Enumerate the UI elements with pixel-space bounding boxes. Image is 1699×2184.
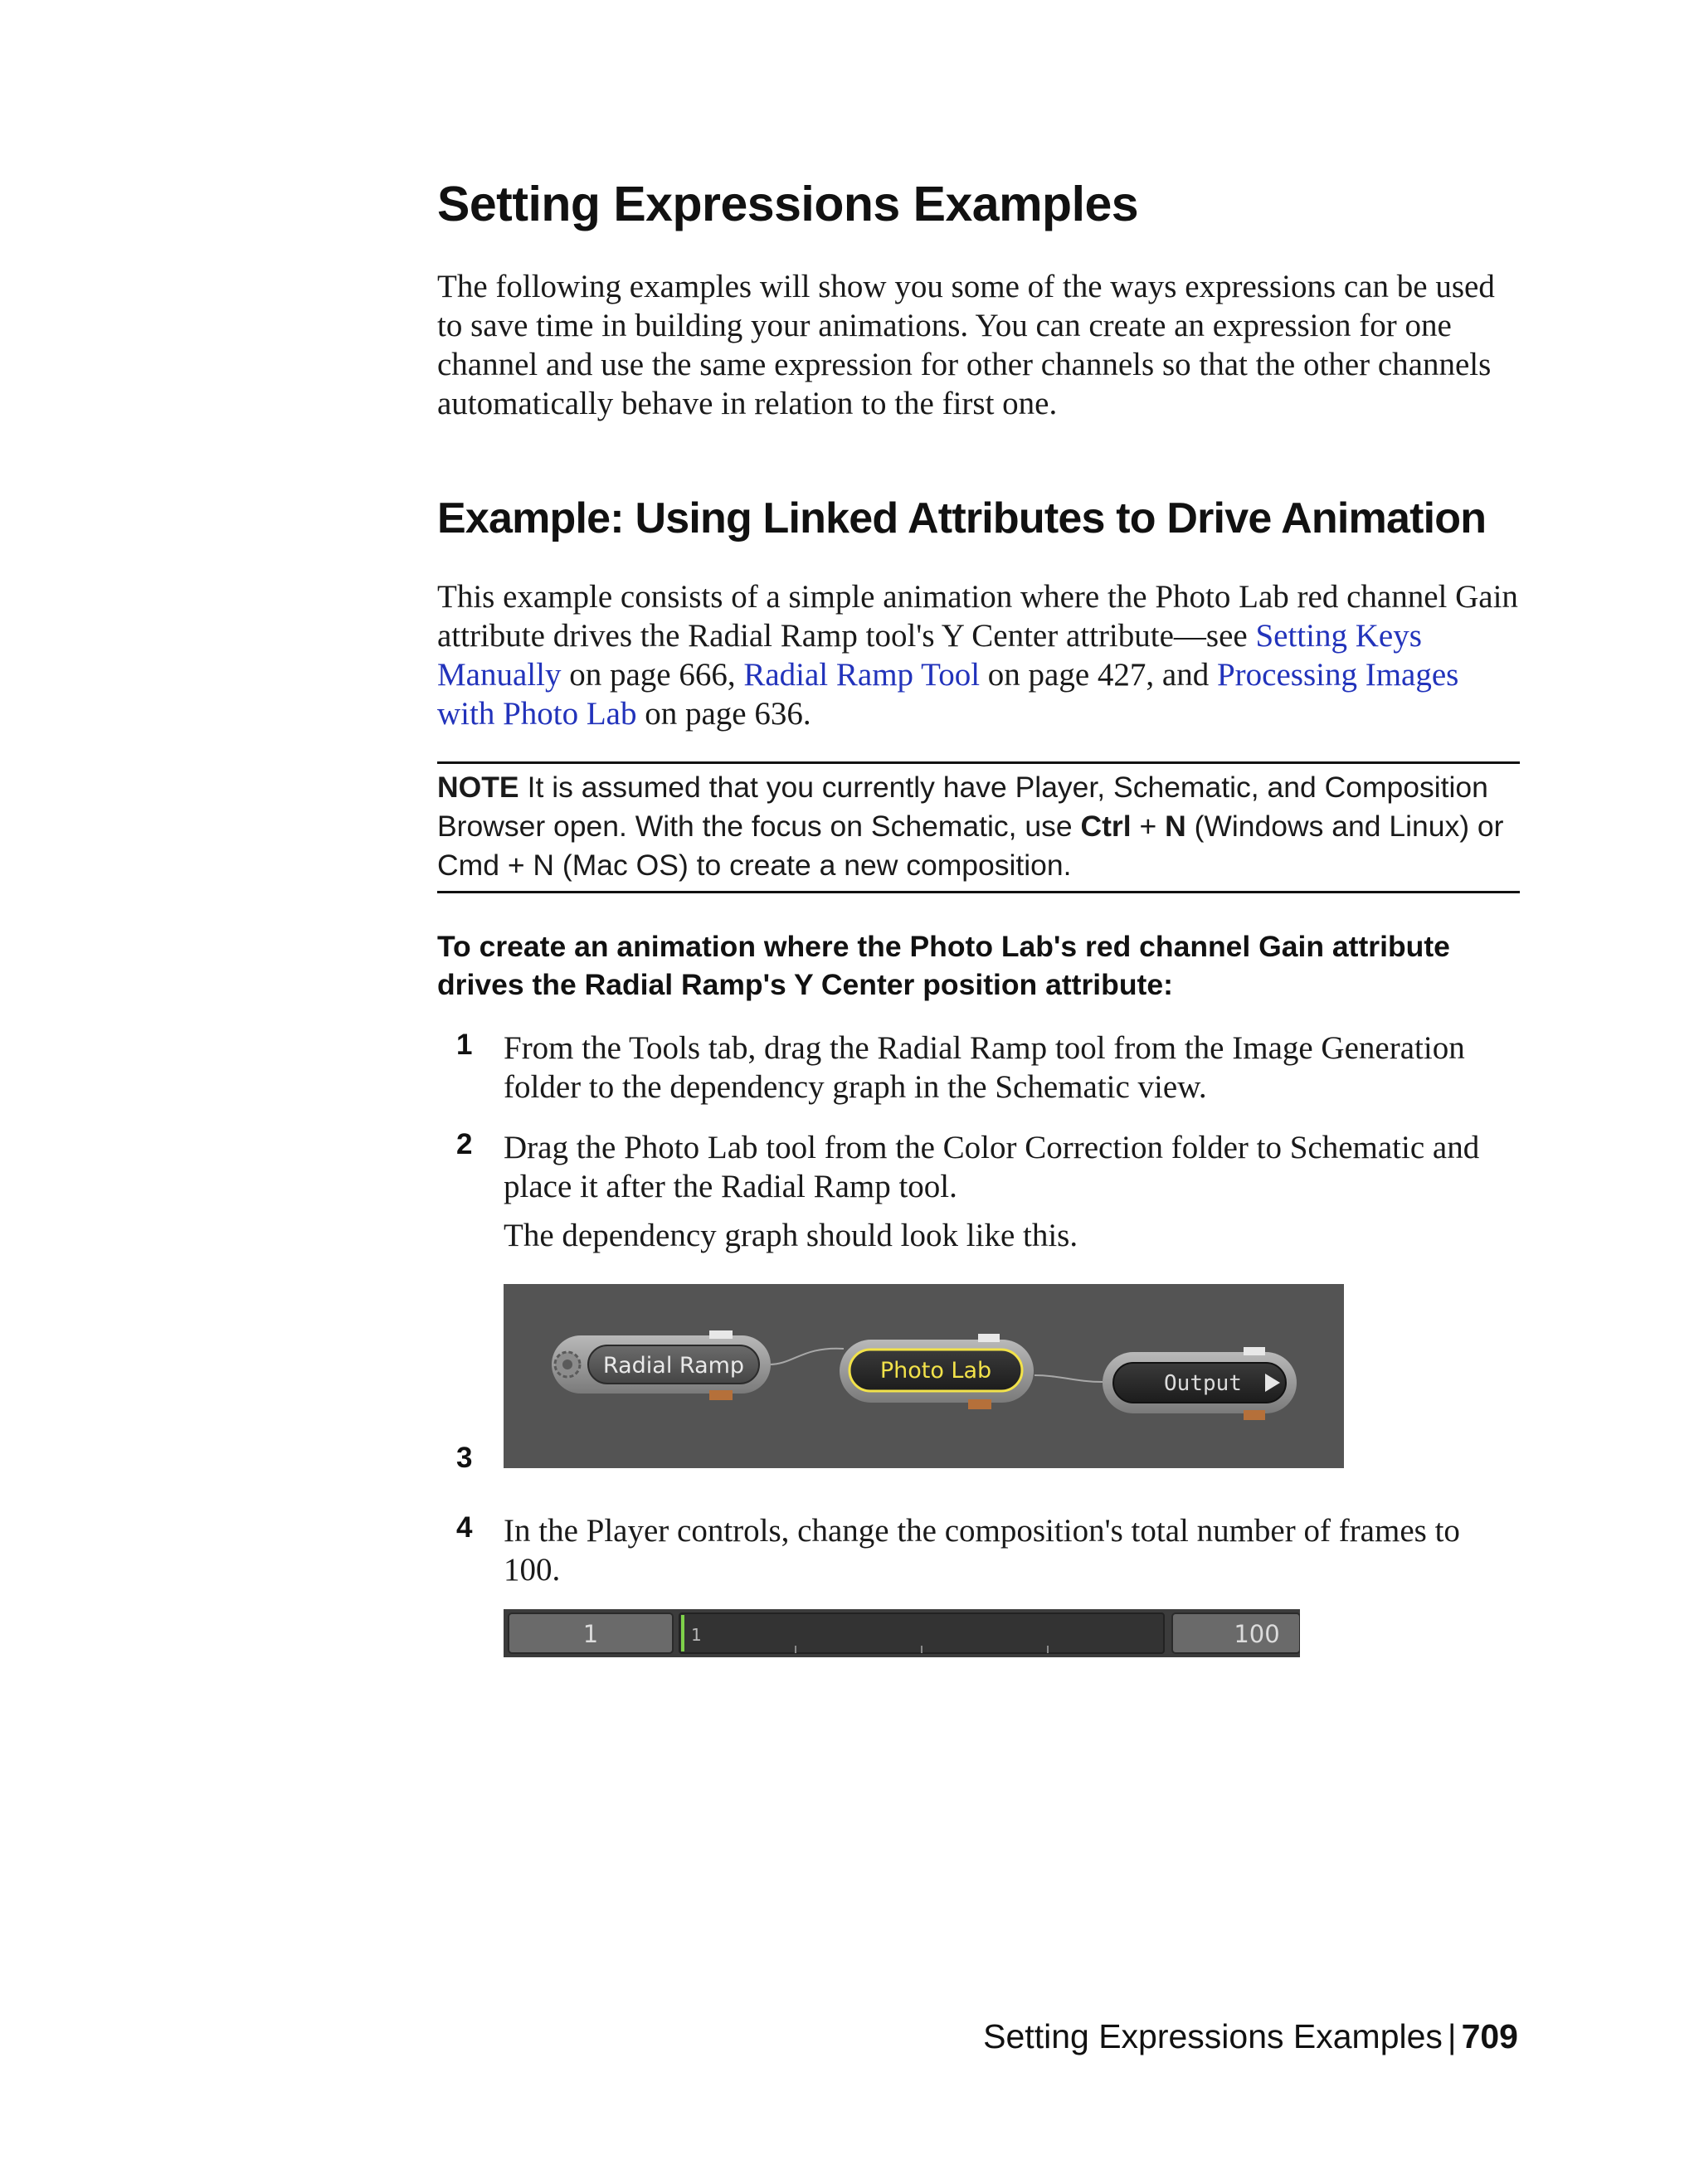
section-text-end: on page 636.	[636, 696, 811, 732]
dependency-graph-canvas	[504, 1284, 1344, 1468]
note-text-a: It is assumed that you currently have Player, Schematic, and Composition Browser open. With the focus on Schematic, use	[437, 771, 1488, 843]
playhead-cursor[interactable]	[681, 1615, 684, 1651]
note-block	[437, 768, 1520, 885]
key-ctrl: Ctrl	[1080, 810, 1132, 843]
page-number: 709	[1461, 2017, 1518, 2055]
footer-section-title: Setting Expressions Examples	[983, 2017, 1443, 2055]
node-radial-ramp-input-port	[709, 1330, 733, 1339]
note-label: NOTE	[437, 771, 519, 804]
step-text-4: In the Player controls, change the composition's total number of frames to 100.	[504, 1513, 1460, 1588]
node-output-label: Output	[1164, 1371, 1242, 1396]
node-radial-ramp-output-port	[709, 1390, 733, 1400]
start-frame-field[interactable]	[509, 1613, 673, 1653]
procedure-heading: To create an animation where the Photo Lab's red channel Gain attribute drives the Radial Ramp's Y Center position attribute:	[437, 930, 1450, 1001]
playhead-frame-label: 1	[691, 1625, 702, 1645]
section-text-mid2: on page 427, and	[980, 657, 1217, 693]
node-radial-ramp[interactable]	[552, 1330, 771, 1400]
key-n: N	[1165, 810, 1186, 843]
start-frame-value: 1	[582, 1620, 599, 1648]
note-text-b: (Windows and Linux) or Cmd + N (Mac OS) to create a new composition.	[437, 810, 1504, 882]
page-title: Setting Expressions Examples	[437, 177, 1139, 231]
section-heading: Example: Using Linked Attributes to Drive Animation	[437, 494, 1487, 542]
player-timeline-canvas	[504, 1609, 1300, 1657]
note-plus: +	[1131, 810, 1166, 843]
page-footer	[983, 2017, 1518, 2056]
node-output[interactable]	[1103, 1347, 1297, 1420]
section-paragraph	[437, 577, 1520, 733]
timeline-scrub-bar[interactable]	[679, 1613, 1164, 1653]
gear-icon[interactable]	[555, 1352, 580, 1377]
end-frame-field[interactable]	[1172, 1613, 1300, 1653]
link-radial-ramp-tool[interactable]: Radial Ramp Tool	[743, 657, 981, 693]
node-photo-lab-label: Photo Lab	[879, 1358, 992, 1384]
step-subtext-2: The dependency graph should look like this.	[504, 1218, 1078, 1253]
footer-separator: |	[1447, 2017, 1457, 2055]
end-frame-value: 100	[1234, 1620, 1280, 1648]
note-bottom-rule	[437, 891, 1520, 893]
node-output-output-port	[1244, 1410, 1265, 1420]
step-number-1: 1	[456, 1029, 473, 1061]
node-output-input-port	[1244, 1347, 1265, 1355]
player-timeline	[504, 1609, 1300, 1657]
dependency-graph-view	[504, 1284, 1344, 1468]
step-number-4: 4	[456, 1511, 473, 1544]
note-top-rule	[437, 761, 1520, 764]
link-processing-images-photo-lab[interactable]: Processing Images with Photo Lab	[437, 657, 1459, 732]
node-radial-ramp-label: Radial Ramp	[602, 1353, 745, 1379]
intro-paragraph: The following examples will show you some of the ways expressions can be used to save time in building your animations. You can create an expression for one channel and use the same expression for other channels so that the other channels automatically behave in relation to the first one.	[437, 269, 1495, 421]
section-text-mid1: on page 666,	[561, 657, 744, 693]
step-number-3: 3	[456, 1442, 473, 1474]
step-number-2: 2	[456, 1128, 473, 1160]
section-text-start: This example consists of a simple animation where the Photo Lab red channel Gain attribute drives the Radial Ramp tool's Y Center attribute—see	[437, 579, 1518, 654]
step-text-1: From the Tools tab, drag the Radial Ramp tool from the Image Generation folder to the dependency graph in the Schematic view.	[504, 1030, 1465, 1105]
node-photo-lab-input-port	[978, 1334, 1000, 1342]
node-photo-lab[interactable]	[840, 1334, 1034, 1409]
step-text-2: Drag the Photo Lab tool from the Color Correction folder to Schematic and place it after the Radial Ramp tool.	[504, 1130, 1480, 1204]
node-photo-lab-output-port	[968, 1399, 991, 1409]
link-setting-keys-manually[interactable]: Setting Keys Manually	[437, 618, 1422, 693]
